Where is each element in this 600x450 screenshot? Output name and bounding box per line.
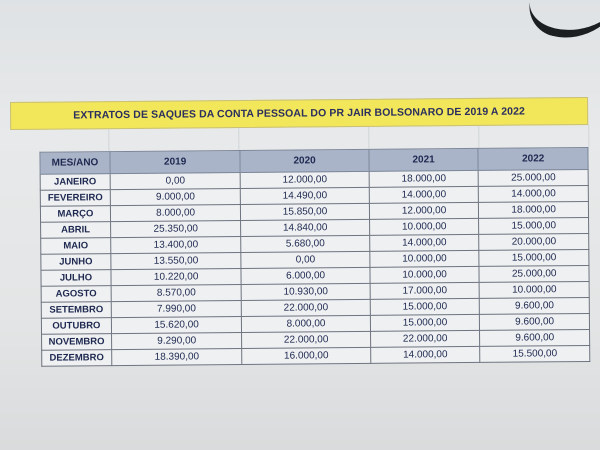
value-2019-cell: 0,00 [110, 172, 241, 189]
month-cell: ABRIL [41, 222, 111, 239]
month-cell: JANEIRO [40, 174, 110, 191]
value-2019-cell: 8.570,00 [111, 284, 242, 301]
value-2022-cell: 15.500,00 [480, 345, 590, 362]
month-cell: NOVEMBRO [42, 334, 112, 351]
value-2021-cell: 15.000,00 [370, 314, 480, 331]
value-2020-cell: 14.490,00 [241, 187, 370, 204]
value-2021-cell: 14.000,00 [369, 186, 479, 203]
value-2022-cell: 9.600,00 [480, 313, 590, 330]
value-2021-cell: 10.000,00 [370, 266, 480, 283]
value-2020-cell: 8.000,00 [242, 315, 371, 332]
column-header-2022: 2022 [478, 147, 588, 170]
value-2019-cell: 18.390,00 [112, 348, 243, 365]
value-2020-cell: 15.850,00 [241, 203, 370, 220]
value-2022-cell: 25.000,00 [478, 169, 588, 186]
value-2020-cell: 14.840,00 [241, 219, 370, 236]
column-header-2021: 2021 [369, 148, 479, 171]
value-2020-cell: 22.000,00 [242, 299, 371, 316]
value-2020-cell: 5.680,00 [241, 235, 370, 252]
value-2019-cell: 25.350,00 [110, 220, 241, 237]
value-2019-cell: 8.000,00 [110, 204, 241, 221]
column-header-month: MES/ANO [40, 152, 110, 175]
withdrawals-table [39, 147, 590, 367]
value-2022-cell: 15.000,00 [479, 249, 589, 266]
value-2020-cell: 12.000,00 [240, 171, 369, 188]
month-cell: SETEMBRO [41, 302, 111, 319]
value-2021-cell: 14.000,00 [370, 346, 480, 363]
value-2020-cell: 6.000,00 [241, 267, 370, 284]
value-2021-cell: 15.000,00 [370, 298, 480, 315]
month-cell: MAIO [41, 238, 111, 255]
value-2020-cell: 22.000,00 [242, 331, 371, 348]
table-title: EXTRATOS DE SAQUES DA CONTA PESSOAL DO PR JAIR BOLSONARO DE 2019 A 2022 [10, 97, 588, 130]
month-cell: OUTUBRO [41, 318, 111, 335]
value-2021-cell: 12.000,00 [369, 202, 479, 219]
value-2021-cell: 10.000,00 [370, 250, 480, 267]
value-2021-cell: 10.000,00 [369, 218, 479, 235]
month-cell: JULHO [41, 270, 111, 287]
table-body [40, 169, 590, 366]
month-cell: JUNHO [41, 254, 111, 271]
month-cell: FEVEREIRO [40, 190, 110, 207]
value-2019-cell: 10.220,00 [111, 268, 242, 285]
value-2019-cell: 7.990,00 [111, 300, 242, 317]
value-2019-cell: 13.400,00 [111, 236, 242, 253]
value-2022-cell: 9.600,00 [480, 297, 590, 314]
value-2022-cell: 25.000,00 [479, 265, 589, 282]
value-2019-cell: 15.620,00 [111, 316, 242, 333]
value-2022-cell: 15.000,00 [479, 217, 589, 234]
value-2021-cell: 18.000,00 [369, 170, 479, 187]
table-row [42, 345, 590, 366]
value-2021-cell: 17.000,00 [370, 282, 480, 299]
document-sheet [10, 97, 590, 367]
value-2022-cell: 14.000,00 [479, 185, 589, 202]
value-2020-cell: 10.930,00 [241, 283, 370, 300]
column-header-2019: 2019 [110, 150, 241, 173]
value-2021-cell: 14.000,00 [369, 234, 479, 251]
month-cell: AGOSTO [41, 286, 111, 303]
value-2020-cell: 0,00 [241, 251, 370, 268]
value-2022-cell: 18.000,00 [479, 201, 589, 218]
value-2019-cell: 13.550,00 [111, 252, 242, 269]
value-2020-cell: 16.000,00 [242, 347, 371, 364]
value-2022-cell: 20.000,00 [479, 233, 589, 250]
month-cell: DEZEMBRO [42, 350, 112, 367]
cable-shadow [524, 0, 600, 49]
value-2022-cell: 9.600,00 [480, 329, 590, 346]
value-2021-cell: 22.000,00 [370, 330, 480, 347]
month-cell: MARÇO [40, 206, 110, 223]
column-header-2020: 2020 [240, 149, 369, 172]
value-2022-cell: 10.000,00 [479, 281, 589, 298]
value-2019-cell: 9.000,00 [110, 188, 241, 205]
value-2019-cell: 9.290,00 [111, 332, 242, 349]
